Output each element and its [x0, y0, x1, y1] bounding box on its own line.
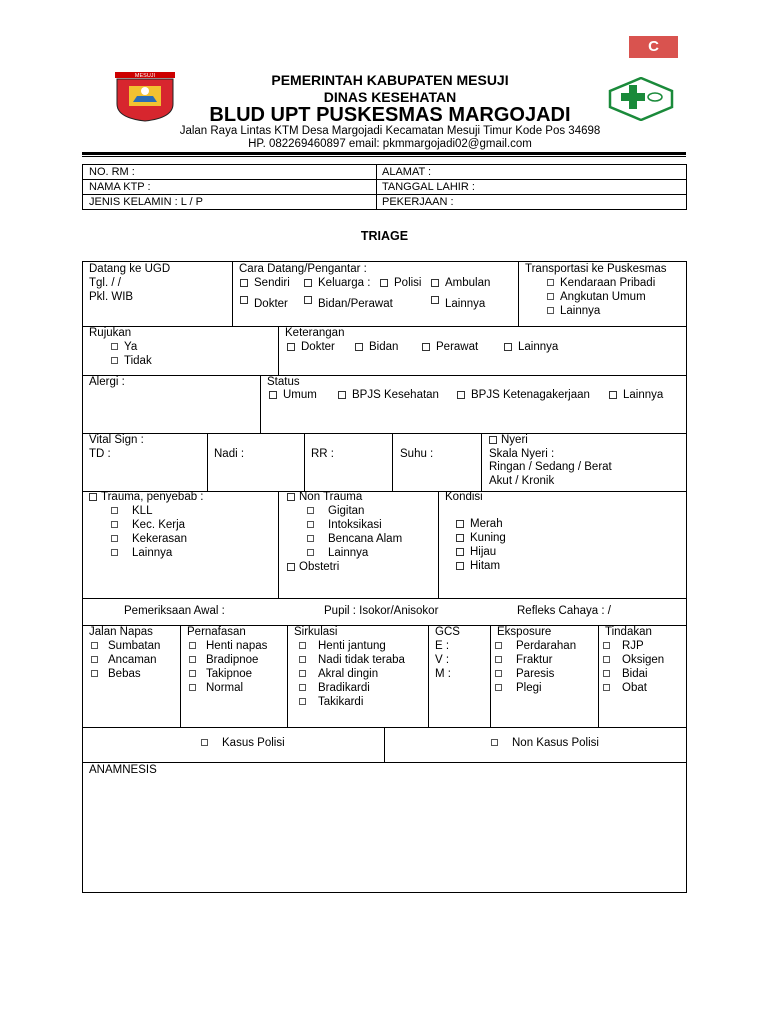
kondisi-merah[interactable]: Merah — [456, 518, 503, 530]
tindakan-bidai[interactable]: Bidai — [603, 668, 648, 680]
status-lainnya[interactable]: Lainnya — [609, 389, 663, 401]
pernafasan-normal[interactable]: Normal — [189, 682, 243, 694]
anamnesis-area[interactable] — [83, 778, 686, 892]
kondisi-label: Kondisi — [445, 491, 483, 503]
nyeri-checkbox[interactable]: Nyeri — [489, 434, 528, 446]
keterangan-dokter[interactable]: Dokter — [287, 341, 335, 353]
non-trauma-lainnya[interactable]: Lainnya — [307, 547, 368, 559]
obstetri-checkbox[interactable]: Obstetri — [287, 561, 339, 573]
rujukan-tidak[interactable]: Tidak — [111, 355, 152, 367]
refleks-cahaya-field[interactable]: Refleks Cahaya : / — [517, 605, 611, 617]
sirkulasi-takikardi[interactable]: Takikardi — [299, 696, 363, 708]
pernafasan-label: Pernafasan — [187, 626, 246, 638]
non-trauma-intoksikasi[interactable]: Intoksikasi — [307, 519, 382, 531]
form-title: TRIAGE — [360, 229, 409, 243]
header-department: DINAS KESEHATAN — [323, 89, 457, 105]
non-trauma-bencana[interactable]: Bencana Alam — [307, 533, 402, 545]
gcs-v-field[interactable]: V : — [435, 654, 450, 666]
anamnesis-label: ANAMNESIS — [89, 764, 157, 776]
kondisi-hijau[interactable]: Hijau — [456, 546, 496, 558]
gcs-m-field[interactable]: M : — [435, 668, 451, 680]
eksposure-perdarahan[interactable]: Perdarahan — [495, 640, 576, 652]
trauma-lainnya[interactable]: Lainnya — [111, 547, 172, 559]
cara-lainnya[interactable]: Lainnya — [431, 298, 485, 310]
header-government: PEMERINTAH KABUPATEN MESUJI — [271, 72, 509, 88]
logo-text: MESUJI — [134, 73, 156, 80]
sirkulasi-henti-jantung[interactable]: Henti jantung — [299, 640, 386, 652]
vital-sign-label: Vital Sign : — [89, 434, 144, 446]
status-umum[interactable]: Umum — [269, 389, 317, 401]
cara-keluarga[interactable]: Keluarga : — [304, 277, 370, 289]
jalan-napas-ancaman[interactable]: Ancaman — [91, 654, 157, 666]
nadi-field[interactable]: Nadi : — [214, 448, 245, 460]
no-rm-field[interactable]: NO. RM : — [89, 166, 135, 178]
header-rule-thin — [82, 156, 686, 157]
alergi-field[interactable]: Alergi : — [89, 376, 125, 388]
status-bpjs-kesehatan[interactable]: BPJS Kesehatan — [338, 389, 439, 401]
jenis-kelamin-field[interactable]: JENIS KELAMIN : L / P — [89, 196, 203, 208]
transportasi-label: Transportasi ke Puskesmas — [525, 263, 667, 275]
jalan-napas-bebas[interactable]: Bebas — [91, 668, 141, 680]
pernafasan-bradipnoe[interactable]: Bradipnoe — [189, 654, 258, 666]
cara-label: Cara Datang/Pengantar : — [239, 263, 367, 275]
eksposure-plegi[interactable]: Plegi — [495, 682, 542, 694]
cara-dokter[interactable]: Dokter — [240, 298, 288, 310]
cara-bidan-perawat[interactable]: Bidan/Perawat — [304, 298, 393, 310]
header-address: Jalan Raya Lintas KTM Desa Margojadi Kecamatan Mesuji Timur Kode Pos 34698 — [179, 125, 601, 137]
keterangan-label: Keterangan — [285, 327, 345, 339]
rr-field[interactable]: RR : — [311, 448, 334, 460]
header-contact: HP. 082269460897 email: pkmmargojadi02@gmail.com — [248, 138, 532, 150]
pemeriksaan-awal-label: Pemeriksaan Awal : — [124, 605, 225, 617]
alamat-field[interactable]: ALAMAT : — [382, 166, 432, 178]
sirkulasi-nadi[interactable]: Nadi tidak teraba — [299, 654, 405, 666]
jalan-napas-sumbatan[interactable]: Sumbatan — [91, 640, 160, 652]
header-institution: BLUD UPT PUSKESMAS MARGOJADI — [209, 104, 571, 126]
trauma-checkbox[interactable]: Trauma, penyebab : — [89, 491, 204, 503]
gcs-label: GCS — [435, 626, 460, 638]
keterangan-lainnya[interactable]: Lainnya — [504, 341, 558, 353]
trauma-kec-kerja[interactable]: Kec. Kerja — [111, 519, 185, 531]
kondisi-hitam[interactable]: Hitam — [456, 560, 500, 572]
transportasi-umum[interactable]: Angkutan Umum — [547, 291, 646, 303]
jalan-napas-label: Jalan Napas — [89, 626, 153, 638]
datang-label: Datang ke UGD — [89, 263, 171, 275]
keterangan-bidan[interactable]: Bidan — [355, 341, 398, 353]
tindakan-oksigen[interactable]: Oksigen — [603, 654, 664, 666]
pernafasan-takipnoe[interactable]: Takipnoe — [189, 668, 252, 680]
skala-nyeri-label: Skala Nyeri : — [489, 448, 555, 460]
skala-nyeri-level[interactable]: Ringan / Sedang / Berat — [489, 461, 612, 473]
tindakan-obat[interactable]: Obat — [603, 682, 647, 694]
eksposure-paresis[interactable]: Paresis — [495, 668, 554, 680]
cara-ambulan[interactable]: Ambulan — [431, 277, 490, 289]
pkl-field[interactable]: Pkl. WIB — [89, 291, 134, 303]
transportasi-lainnya[interactable]: Lainnya — [547, 305, 600, 317]
keterangan-perawat[interactable]: Perawat — [422, 341, 478, 353]
rujukan-ya[interactable]: Ya — [111, 341, 137, 353]
tindakan-label: Tindakan — [605, 626, 652, 638]
tindakan-rjp[interactable]: RJP — [603, 640, 644, 652]
cara-sendiri[interactable]: Sendiri — [240, 277, 290, 289]
kondisi-kuning[interactable]: Kuning — [456, 532, 506, 544]
transportasi-pribadi[interactable]: Kendaraan Pribadi — [547, 277, 655, 289]
eksposure-fraktur[interactable]: Fraktur — [495, 654, 552, 666]
sirkulasi-akral[interactable]: Akral dingin — [299, 668, 378, 680]
category-badge: C — [629, 36, 678, 58]
patient-info-table — [82, 164, 687, 210]
pernafasan-henti[interactable]: Henti napas — [189, 640, 267, 652]
trauma-kll[interactable]: KLL — [111, 505, 152, 517]
non-kasus-polisi-checkbox[interactable]: Non Kasus Polisi — [491, 737, 599, 749]
status-bpjs-ketenagakerjaan[interactable]: BPJS Ketenagakerjaan — [457, 389, 590, 401]
kasus-polisi-checkbox[interactable]: Kasus Polisi — [201, 737, 285, 749]
rujukan-label: Rujukan — [89, 327, 132, 339]
cara-polisi[interactable]: Polisi — [380, 277, 421, 289]
header-rule — [82, 152, 686, 155]
status-label: Status — [267, 376, 300, 388]
skala-nyeri-type[interactable]: Akut / Kronik — [489, 475, 555, 487]
td-field[interactable]: TD : — [89, 448, 111, 460]
pekerjaan-field[interactable]: PEKERJAAN : — [382, 196, 454, 208]
tanggal-lahir-field[interactable]: TANGGAL LAHIR : — [382, 181, 475, 193]
tgl-field[interactable]: Tgl. / / — [89, 277, 121, 289]
suhu-field[interactable]: Suhu : — [400, 448, 434, 460]
nama-ktp-field[interactable]: NAMA KTP : — [89, 181, 151, 193]
trauma-kekerasan[interactable]: Kekerasan — [111, 533, 187, 545]
triage-form — [82, 261, 687, 893]
non-trauma-checkbox[interactable]: Non Trauma — [287, 491, 362, 503]
pupil-field[interactable]: Pupil : Isokor/Anisokor — [324, 605, 439, 617]
sirkulasi-bradikardi[interactable]: Bradikardi — [299, 682, 370, 694]
non-trauma-gigitan[interactable]: Gigitan — [307, 505, 364, 517]
sirkulasi-label: Sirkulasi — [294, 626, 338, 638]
eksposure-label: Eksposure — [497, 626, 552, 638]
gcs-e-field[interactable]: E : — [435, 640, 450, 652]
